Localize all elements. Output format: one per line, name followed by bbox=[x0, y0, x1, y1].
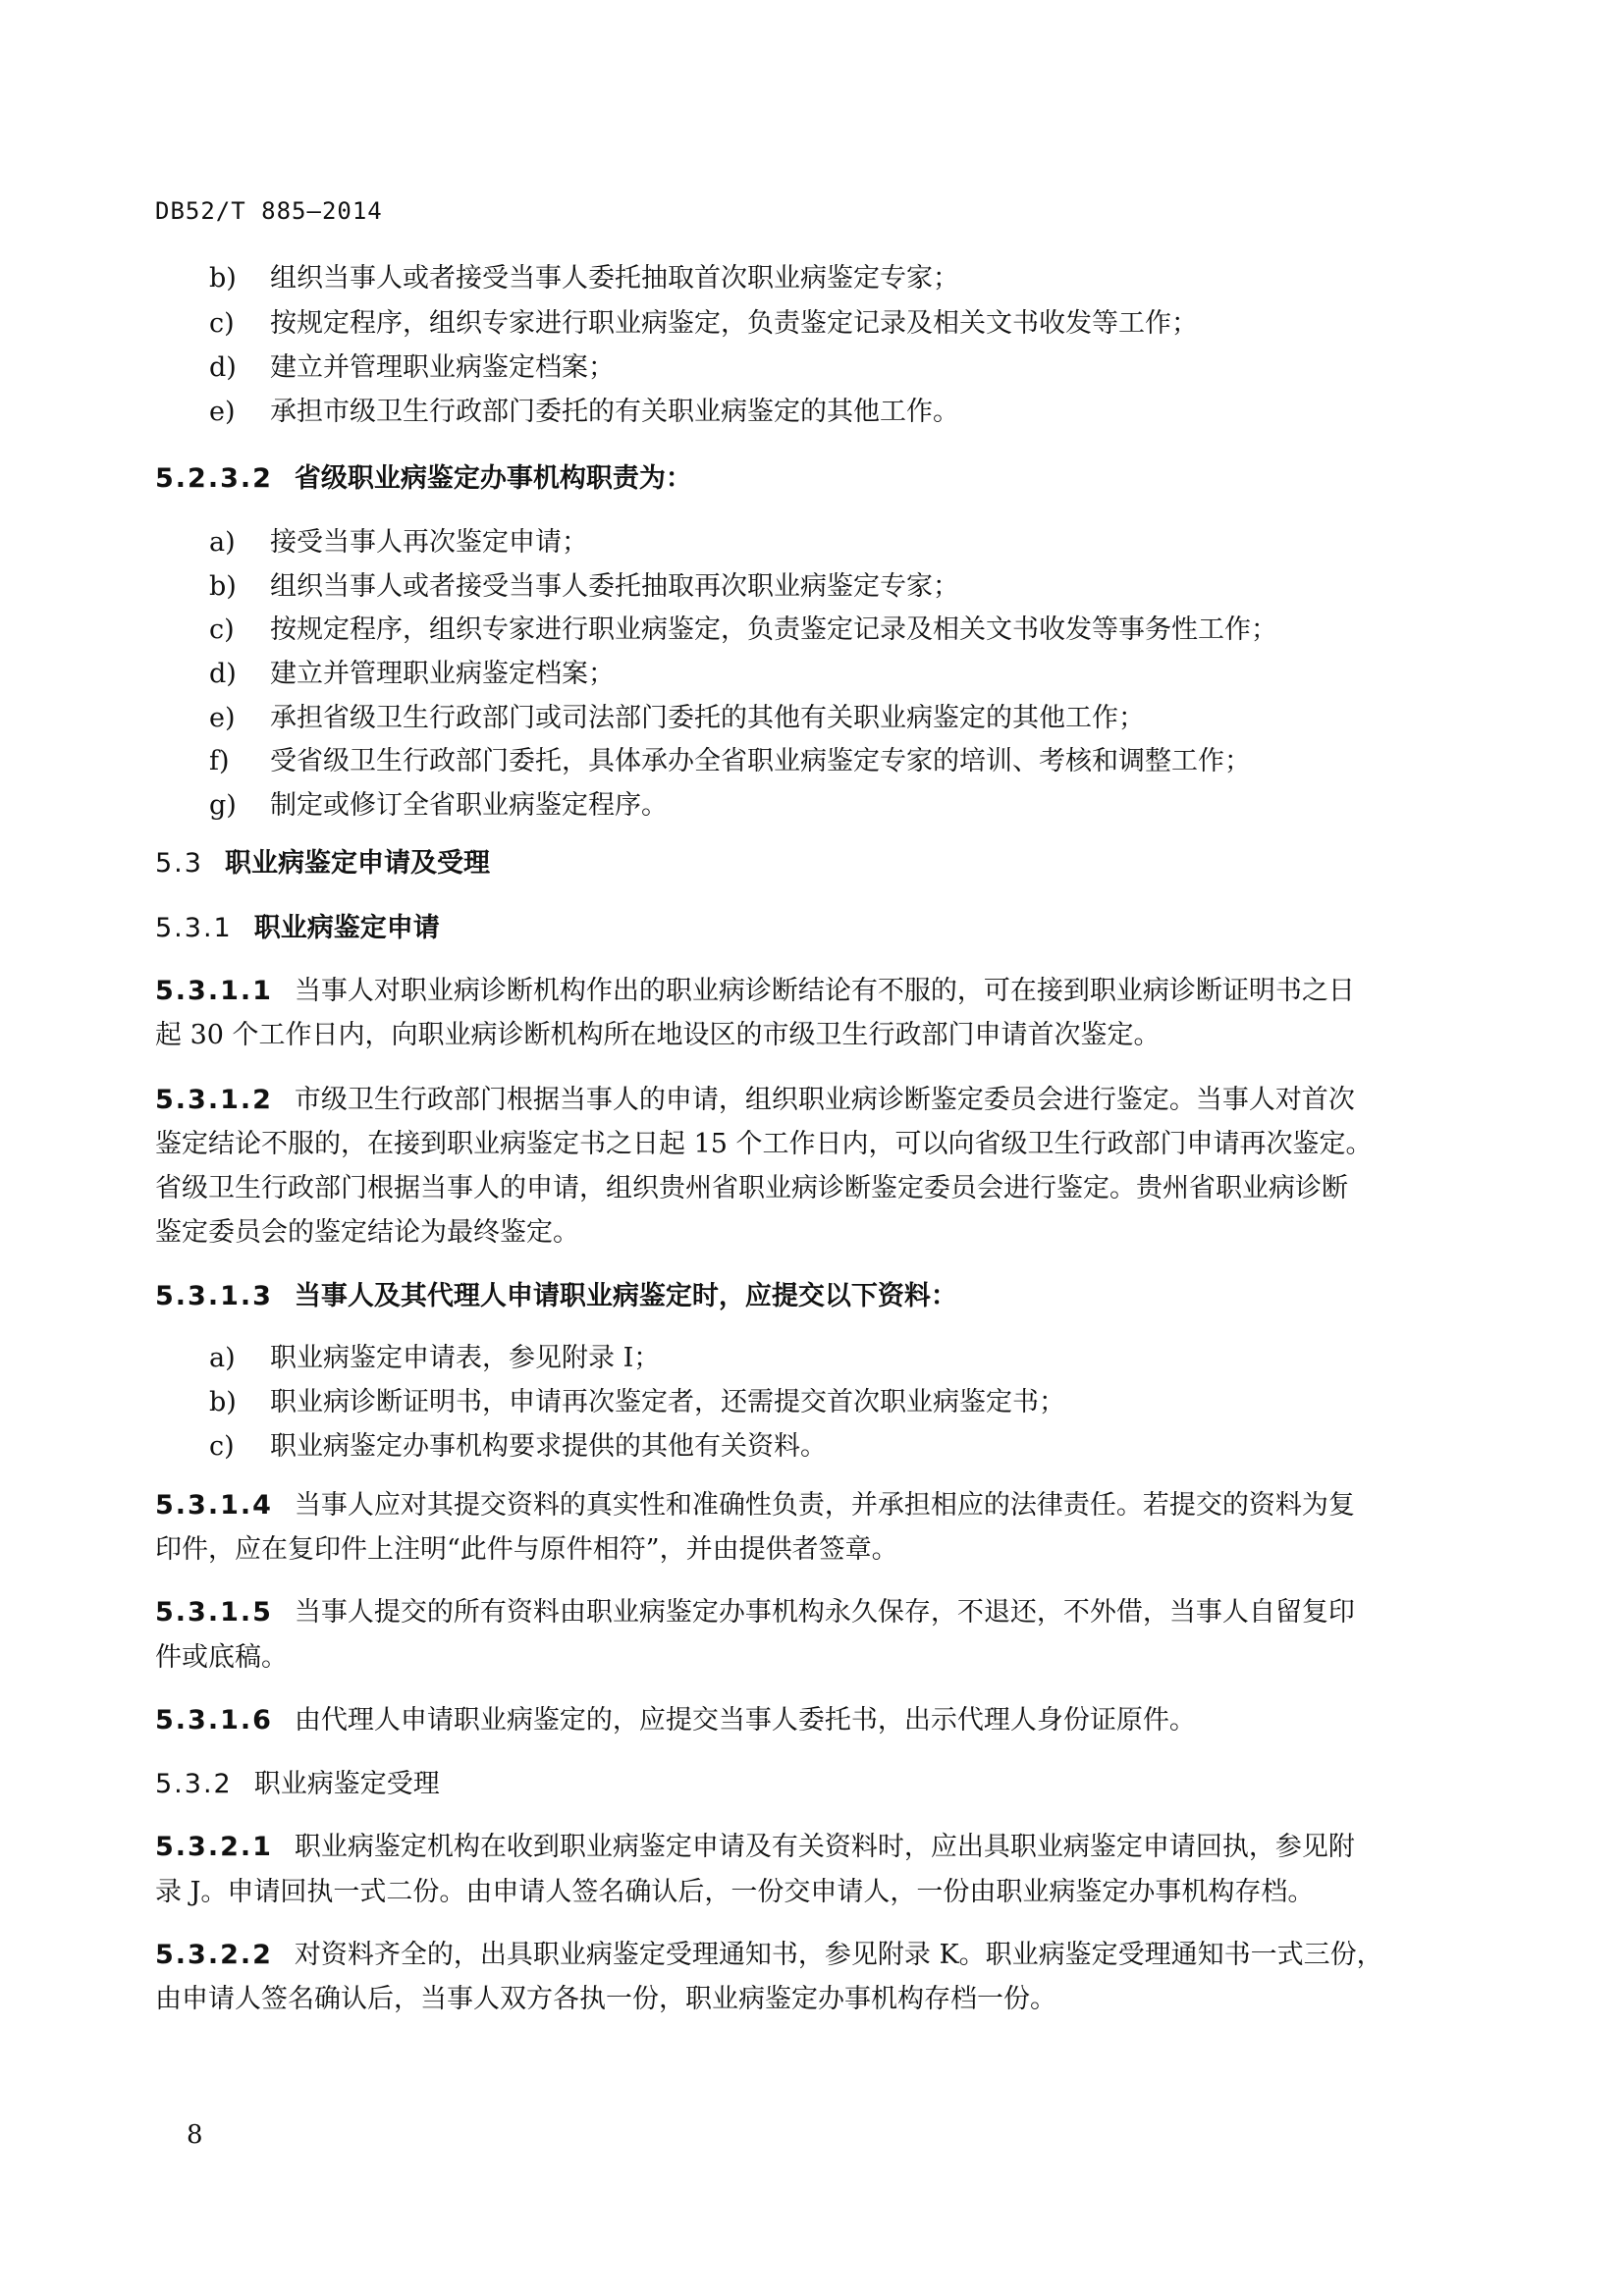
list-item: c) 按规定程序，组织专家进行职业病鉴定，负责鉴定记录及相关文书收发等事务性工作； bbox=[209, 614, 1277, 645]
section-5-3-2-heading: 5.3.2 职业病鉴定受理 bbox=[155, 1769, 440, 1799]
clause-5-3-1-1-cont: 起 30 个工作日内，向职业病诊断机构所在地设区的市级卫生行政部门申请首次鉴定。 bbox=[155, 1020, 1161, 1050]
clause-5-3-2-2: 5.3.2.2 对资料齐全的，出具职业病鉴定受理通知书，参见附录 K。职业病鉴定受理通知书一式三份， bbox=[155, 1940, 1383, 1970]
clause-5-3-1-2-cont: 鉴定委员会的鉴定结论为最终鉴定。 bbox=[155, 1217, 579, 1248]
list-item: g) 制定或修订全省职业病鉴定程序。 bbox=[209, 790, 668, 821]
list-item: f) 受省级卫生行政部门委托，具体承办全省职业病鉴定专家的培训、考核和调整工作； bbox=[209, 746, 1251, 776]
page-number: 8 bbox=[187, 2120, 203, 2150]
clause-5-3-1-2: 5.3.1.2 市级卫生行政部门根据当事人的申请，组织职业病诊断鉴定委员会进行鉴定。当事人对首次 bbox=[155, 1085, 1355, 1115]
clause-5-3-1-1: 5.3.1.1 当事人对职业病诊断机构作出的职业病诊断结论有不服的，可在接到职业病诊断证明书之日 bbox=[155, 976, 1355, 1006]
list-item: c) 职业病鉴定办事机构要求提供的其他有关资料。 bbox=[209, 1431, 827, 1462]
clause-5-3-2-2-cont: 由申请人签名确认后，当事人双方各执一份，职业病鉴定办事机构存档一份。 bbox=[155, 1984, 1056, 2014]
list-item: e) 承担市级卫生行政部门委托的有关职业病鉴定的其他工作。 bbox=[209, 397, 959, 427]
section-5-3-1-heading: 5.3.1 职业病鉴定申请 bbox=[155, 913, 440, 943]
clause-5-3-1-4-cont: 印件，应在复印件上注明“此件与原件相符”，并由提供者签章。 bbox=[155, 1534, 898, 1565]
clause-5-3-1-5: 5.3.1.5 当事人提交的所有资料由职业病鉴定办事机构永久保存，不退还，不外借，当事人自留复印 bbox=[155, 1597, 1355, 1628]
list-item: e) 承担省级卫生行政部门或司法部门委托的其他有关职业病鉴定的其他工作； bbox=[209, 703, 1145, 733]
clause-5-3-1-2-cont: 鉴定结论不服的，在接到职业病鉴定书之日起 15 个工作日内，可以向省级卫生行政部门申请再次鉴定。 bbox=[155, 1129, 1373, 1159]
clause-5-3-1-3-heading: 5.3.1.3 当事人及其代理人申请职业病鉴定时，应提交以下资料： bbox=[155, 1281, 957, 1311]
list-item: a) 职业病鉴定申请表，参见附录 I； bbox=[209, 1343, 661, 1373]
list-item: d) 建立并管理职业病鉴定档案； bbox=[209, 352, 615, 383]
section-5-3-heading: 5.3 职业病鉴定申请及受理 bbox=[155, 848, 490, 879]
list-item: b) 职业病诊断证明书，申请再次鉴定者，还需提交首次职业病鉴定书； bbox=[209, 1387, 1065, 1417]
list-item: c) 按规定程序，组织专家进行职业病鉴定，负责鉴定记录及相关文书收发等工作； bbox=[209, 308, 1198, 339]
clause-5-3-2-1-cont: 录 J。申请回执一式二份。由申请人签名确认后，一份交申请人，一份由职业病鉴定办事机构存档。 bbox=[155, 1877, 1315, 1907]
list-item: d) 建立并管理职业病鉴定档案； bbox=[209, 659, 615, 689]
clause-5-3-1-2-cont: 省级卫生行政部门根据当事人的申请，组织贵州省职业病诊断鉴定委员会进行鉴定。贵州省职业病诊断 bbox=[155, 1173, 1348, 1203]
list-item: b) 组织当事人或者接受当事人委托抽取再次职业病鉴定专家； bbox=[209, 571, 959, 602]
doc-code-header: DB52/T 885—2014 bbox=[155, 197, 383, 225]
clause-5-3-1-5-cont: 件或底稿。 bbox=[155, 1642, 288, 1673]
clause-5-3-1-4: 5.3.1.4 当事人应对其提交资料的真实性和准确性负责，并承担相应的法律责任。若提交的资料为复 bbox=[155, 1490, 1355, 1521]
clause-5-2-3-2-heading: 5.2.3.2 省级职业病鉴定办事机构职责为： bbox=[155, 463, 692, 494]
list-item: b) 组织当事人或者接受当事人委托抽取首次职业病鉴定专家； bbox=[209, 263, 959, 294]
clause-5-3-1-6: 5.3.1.6 由代理人申请职业病鉴定的，应提交当事人委托书，出示代理人身份证原件。 bbox=[155, 1705, 1196, 1735]
list-item: a) 接受当事人再次鉴定申请； bbox=[209, 527, 588, 558]
clause-5-3-2-1: 5.3.2.1 职业病鉴定机构在收到职业病鉴定申请及有关资料时，应出具职业病鉴定申请回执，参见附 bbox=[155, 1832, 1355, 1862]
